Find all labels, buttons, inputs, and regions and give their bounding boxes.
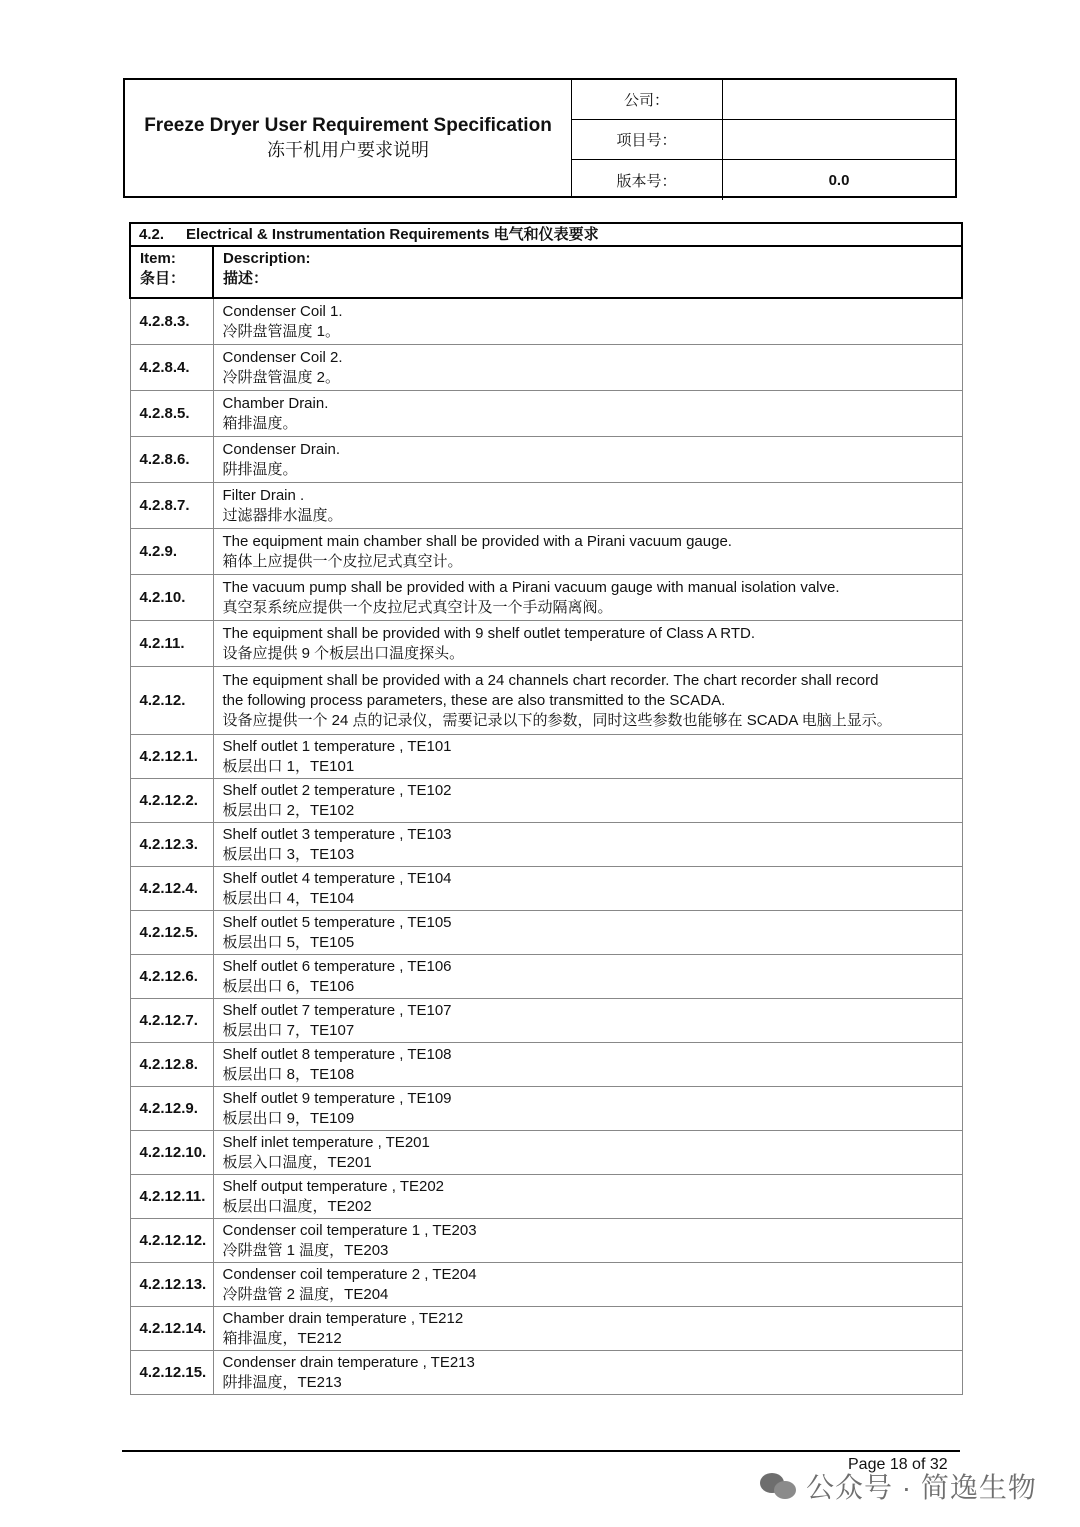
item-description: [213, 1087, 962, 1131]
item-number: 4.2.12.8.: [130, 1043, 213, 1087]
description-line: 箱排温度。: [222, 414, 298, 432]
table-row: [130, 298, 962, 345]
item-number: 4.2.12.11.: [130, 1175, 213, 1219]
item-header-cn: 条目：: [140, 270, 186, 287]
description-line: Shelf inlet temperature , TE201: [222, 1133, 430, 1151]
item-number: 4.2.12.5.: [130, 911, 213, 955]
item-number: 4.2.8.6.: [130, 437, 213, 483]
wechat-icon: [760, 1471, 798, 1501]
item-number: 4.2.12.: [130, 667, 213, 735]
watermark-text: 公众号 · 简逸生物: [806, 1472, 1037, 1503]
description-line: 箱排温度，TE212: [222, 1329, 342, 1347]
item-description: [213, 955, 962, 999]
item-number: 4.2.12.10.: [130, 1131, 213, 1175]
document-title: [125, 80, 572, 196]
item-number: 4.2.12.4.: [130, 867, 213, 911]
item-description: [213, 483, 962, 529]
description-line: The equipment shall be provided with 9 shelf outlet temperature of Class A RTD.: [222, 624, 756, 642]
description-line: Shelf outlet 9 temperature , TE109: [222, 1089, 452, 1107]
item-description: [213, 575, 962, 621]
description-line: 阱排温度，TE213: [222, 1373, 342, 1391]
description-line: 板层出口 1，TE101: [222, 757, 355, 775]
table-row: [130, 1307, 962, 1351]
table-row: [130, 1043, 962, 1087]
table-row: [130, 1263, 962, 1307]
document-header: [123, 78, 957, 198]
page-number: Page 18 of 32: [848, 1456, 948, 1473]
item-number: 4.2.8.7.: [130, 483, 213, 529]
description-line: Chamber drain temperature , TE212: [222, 1309, 464, 1327]
table-row: [130, 345, 962, 391]
item-number: 4.2.8.5.: [130, 391, 213, 437]
description-line: Shelf output temperature , TE202: [222, 1177, 445, 1195]
description-line: 板层出口温度，TE202: [222, 1197, 372, 1215]
description-line: The equipment shall be provided with a 24 channels chart recorder. The chart recorder shall record: [222, 671, 879, 689]
item-number: 4.2.12.7.: [130, 999, 213, 1043]
header-field-project-number: [571, 120, 955, 160]
table-row: [130, 1131, 962, 1175]
item-number: 4.2.11.: [130, 621, 213, 667]
item-number: 4.2.12.9.: [130, 1087, 213, 1131]
description-line: 冷阱盘管 2 温度，TE204: [222, 1285, 389, 1303]
description-line: 过滤器排水温度。: [222, 506, 343, 524]
header-field-version: [571, 160, 955, 200]
item-description: [213, 1307, 962, 1351]
item-description: [213, 667, 962, 735]
item-column-header: [130, 246, 213, 298]
description-line: Condenser Coil 2.: [222, 348, 343, 366]
description-line: 板层出口 8，TE108: [222, 1065, 355, 1083]
table-row: [130, 955, 962, 999]
description-line: 冷阱盘管温度 1。: [222, 322, 341, 340]
description-line: The equipment main chamber shall be provided with a Pirani vacuum gauge.: [222, 532, 732, 550]
description-line: 板层入口温度，TE201: [222, 1153, 372, 1171]
description-header-cn: 描述：: [223, 270, 269, 287]
description-line: the following process parameters, these are also transmitted to the SCADA.: [222, 691, 726, 709]
table-row: [130, 1351, 962, 1395]
table-row: [130, 667, 962, 735]
description-line: Shelf outlet 7 temperature , TE107: [222, 1001, 452, 1019]
description-line: Shelf outlet 1 temperature , TE101: [222, 737, 452, 755]
table-row: [130, 1219, 962, 1263]
item-number: 4.2.8.4.: [130, 345, 213, 391]
description-line: 箱体上应提供一个皮拉尼式真空计。: [222, 552, 463, 570]
section-number: 4.2.: [139, 225, 165, 243]
item-description: [213, 621, 962, 667]
watermark: [760, 1466, 1037, 1506]
description-line: 板层出口 9，TE109: [222, 1109, 355, 1127]
item-description: [213, 437, 962, 483]
document-title-en: Freeze Dryer User Requirement Specification: [144, 115, 552, 136]
table-row: [130, 867, 962, 911]
field-value: 0.0: [828, 171, 850, 189]
description-line: 真空泵系统应提供一个皮拉尼式真空计及一个手动隔离阀。: [222, 598, 613, 616]
table-row: [130, 437, 962, 483]
item-number: 4.2.9.: [130, 529, 213, 575]
description-line: Filter Drain .: [222, 486, 305, 504]
table-row: [130, 823, 962, 867]
item-description: [213, 999, 962, 1043]
description-line: Shelf outlet 3 temperature , TE103: [222, 825, 452, 843]
description-line: Shelf outlet 5 temperature , TE105: [222, 913, 452, 931]
item-description: [213, 867, 962, 911]
item-number: 4.2.8.3.: [130, 298, 213, 345]
description-line: 冷阱盘管 1 温度，TE203: [222, 1241, 389, 1259]
item-number: 4.2.12.15.: [130, 1351, 213, 1395]
table-row: [130, 911, 962, 955]
description-line: Condenser coil temperature 2 , TE204: [222, 1265, 477, 1283]
header-field-company: [571, 80, 955, 120]
field-label: 版本号：: [571, 160, 723, 200]
item-number: 4.2.12.13.: [130, 1263, 213, 1307]
description-line: 阱排温度。: [222, 460, 298, 478]
description-line: Condenser drain temperature , TE213: [222, 1353, 475, 1371]
description-line: The vacuum pump shall be provided with a Pirani vacuum gauge with manual isolation valve.: [222, 578, 840, 596]
table-row: [130, 391, 962, 437]
description-line: 板层出口 6，TE106: [222, 977, 355, 995]
table-row: [130, 483, 962, 529]
item-number: 4.2.12.12.: [130, 1219, 213, 1263]
item-header-en: Item:: [140, 250, 176, 267]
item-number: 4.2.12.1.: [130, 735, 213, 779]
description-line: 板层出口 4，TE104: [222, 889, 355, 907]
field-label: 项目号：: [571, 120, 723, 159]
item-description: [213, 1131, 962, 1175]
description-line: 板层出口 3，TE103: [222, 845, 355, 863]
field-value: [723, 120, 955, 159]
item-number: 4.2.12.14.: [130, 1307, 213, 1351]
description-column-header: [213, 246, 962, 298]
item-description: [213, 779, 962, 823]
description-line: Shelf outlet 2 temperature , TE102: [222, 781, 452, 799]
footer-rule: [122, 1450, 960, 1452]
item-description: [213, 911, 962, 955]
description-line: 设备应提供 9 个板层出口温度探头。: [222, 644, 465, 662]
table-row: [130, 999, 962, 1043]
item-description: [213, 1351, 962, 1395]
table-row: [130, 575, 962, 621]
description-line: Condenser Coil 1.: [222, 302, 343, 320]
table-row: [130, 529, 962, 575]
table-row: [130, 735, 962, 779]
description-line: Shelf outlet 8 temperature , TE108: [222, 1045, 452, 1063]
description-line: Shelf outlet 4 temperature , TE104: [222, 869, 452, 887]
item-number: 4.2.12.3.: [130, 823, 213, 867]
item-description: [213, 391, 962, 437]
item-description: [213, 529, 962, 575]
table-row: [130, 1087, 962, 1131]
section-header: [130, 223, 962, 246]
item-description: [213, 823, 962, 867]
description-line: 板层出口 2，TE102: [222, 801, 355, 819]
description-line: Chamber Drain.: [222, 394, 329, 412]
requirements-table: [129, 222, 963, 1395]
item-number: 4.2.10.: [130, 575, 213, 621]
item-number: 4.2.12.2.: [130, 779, 213, 823]
description-line: Condenser coil temperature 1 , TE203: [222, 1221, 477, 1239]
item-description: [213, 345, 962, 391]
item-description: [213, 735, 962, 779]
description-line: Shelf outlet 6 temperature , TE106: [222, 957, 452, 975]
item-number: 4.2.12.6.: [130, 955, 213, 999]
field-value: [723, 80, 955, 119]
item-description: [213, 1263, 962, 1307]
description-header-en: Description:: [223, 250, 311, 267]
header-fields: [571, 80, 955, 196]
item-description: [213, 1043, 962, 1087]
field-label: 公司：: [571, 80, 723, 119]
description-line: 板层出口 5，TE105: [222, 933, 355, 951]
column-header-row: [130, 246, 962, 298]
description-line: 板层出口 7，TE107: [222, 1021, 355, 1039]
description-line: Condenser Drain.: [222, 440, 341, 458]
item-description: [213, 1219, 962, 1263]
document-title-cn: 冻干机用户要求说明: [267, 140, 429, 160]
description-line: 设备应提供一个 24 点的记录仪，需要记录以下的参数，同时这些参数也能够在 SCADA 电脑上显示。: [222, 711, 892, 729]
section-header-row: [130, 223, 962, 246]
table-row: [130, 621, 962, 667]
table-row: [130, 779, 962, 823]
item-description: [213, 1175, 962, 1219]
table-row: [130, 1175, 962, 1219]
section-title: Electrical & Instrumentation Requirements 电气和仪表要求: [186, 225, 599, 243]
item-description: [213, 298, 962, 345]
description-line: 冷阱盘管温度 2。: [222, 368, 341, 386]
